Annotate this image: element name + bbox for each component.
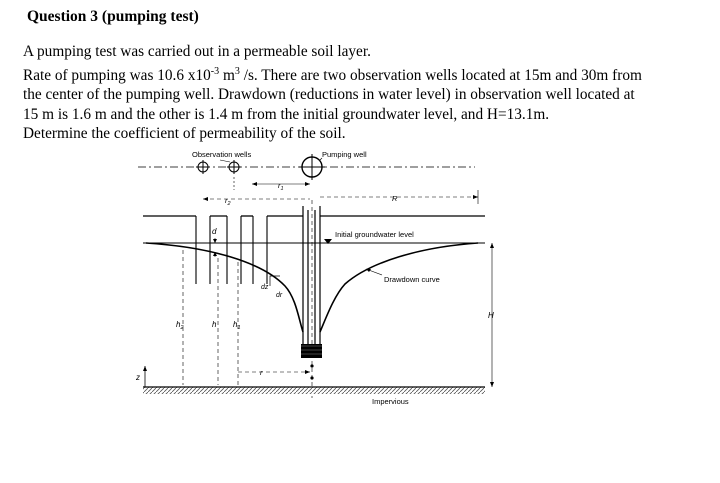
H-label: H	[488, 311, 494, 320]
problem-line-2-rest: /s. There are two observation wells located at 15m and 30m from	[239, 66, 642, 84]
observation-well-inner	[253, 216, 267, 284]
h2-label: $h_2$	[176, 320, 184, 331]
dr-label: dr	[276, 292, 283, 299]
impervious-layer	[143, 387, 485, 394]
h1-label: $h_1$	[233, 320, 241, 331]
r1-label: $r_1$	[278, 181, 284, 192]
initial-groundwater-label: Initial groundwater level	[335, 230, 414, 239]
problem-line-1: A pumping test was carried out in a permeable soil layer.	[23, 43, 371, 60]
pumping-rate-text: Rate of pumping was 10.6 x10	[23, 66, 211, 84]
h-label: h	[212, 320, 217, 329]
impervious-label: Impervious	[372, 397, 409, 406]
drawdown-curve-right	[320, 243, 478, 332]
observation-well-symbol-outer	[196, 160, 210, 174]
problem-line-5: Determine the coefficient of permeability of the soil.	[23, 125, 346, 143]
observation-wells-label: Observation wells	[192, 150, 252, 159]
d-label: d	[212, 227, 217, 236]
drawdown-curve	[146, 243, 303, 332]
pumping-well-label: Pumping well	[322, 150, 367, 159]
problem-line-3: the center of the pumping well. Drawdown (reductions in water level) in observation well located at	[23, 86, 635, 104]
unit-m: m	[219, 66, 235, 84]
z-label: z	[136, 373, 140, 382]
observation-well-middle	[227, 216, 241, 284]
problem-line-4: 15 m is 1.6 m and the other is 1.4 m from the initial groundwater level, and H=13.1m.	[23, 105, 550, 123]
r-label: r	[260, 368, 263, 377]
dz-label: dz	[261, 284, 269, 291]
drawdown-curve-label: Drawdown curve	[384, 275, 440, 284]
unit-exponent: 3	[234, 65, 240, 77]
pumping-well-casing	[303, 206, 320, 344]
R-label: R	[392, 194, 398, 203]
question-title: Question 3 (pumping test)	[27, 8, 199, 25]
r2-label: $r_2$	[225, 196, 231, 207]
pumping-rate-exponent: -3	[210, 65, 220, 77]
